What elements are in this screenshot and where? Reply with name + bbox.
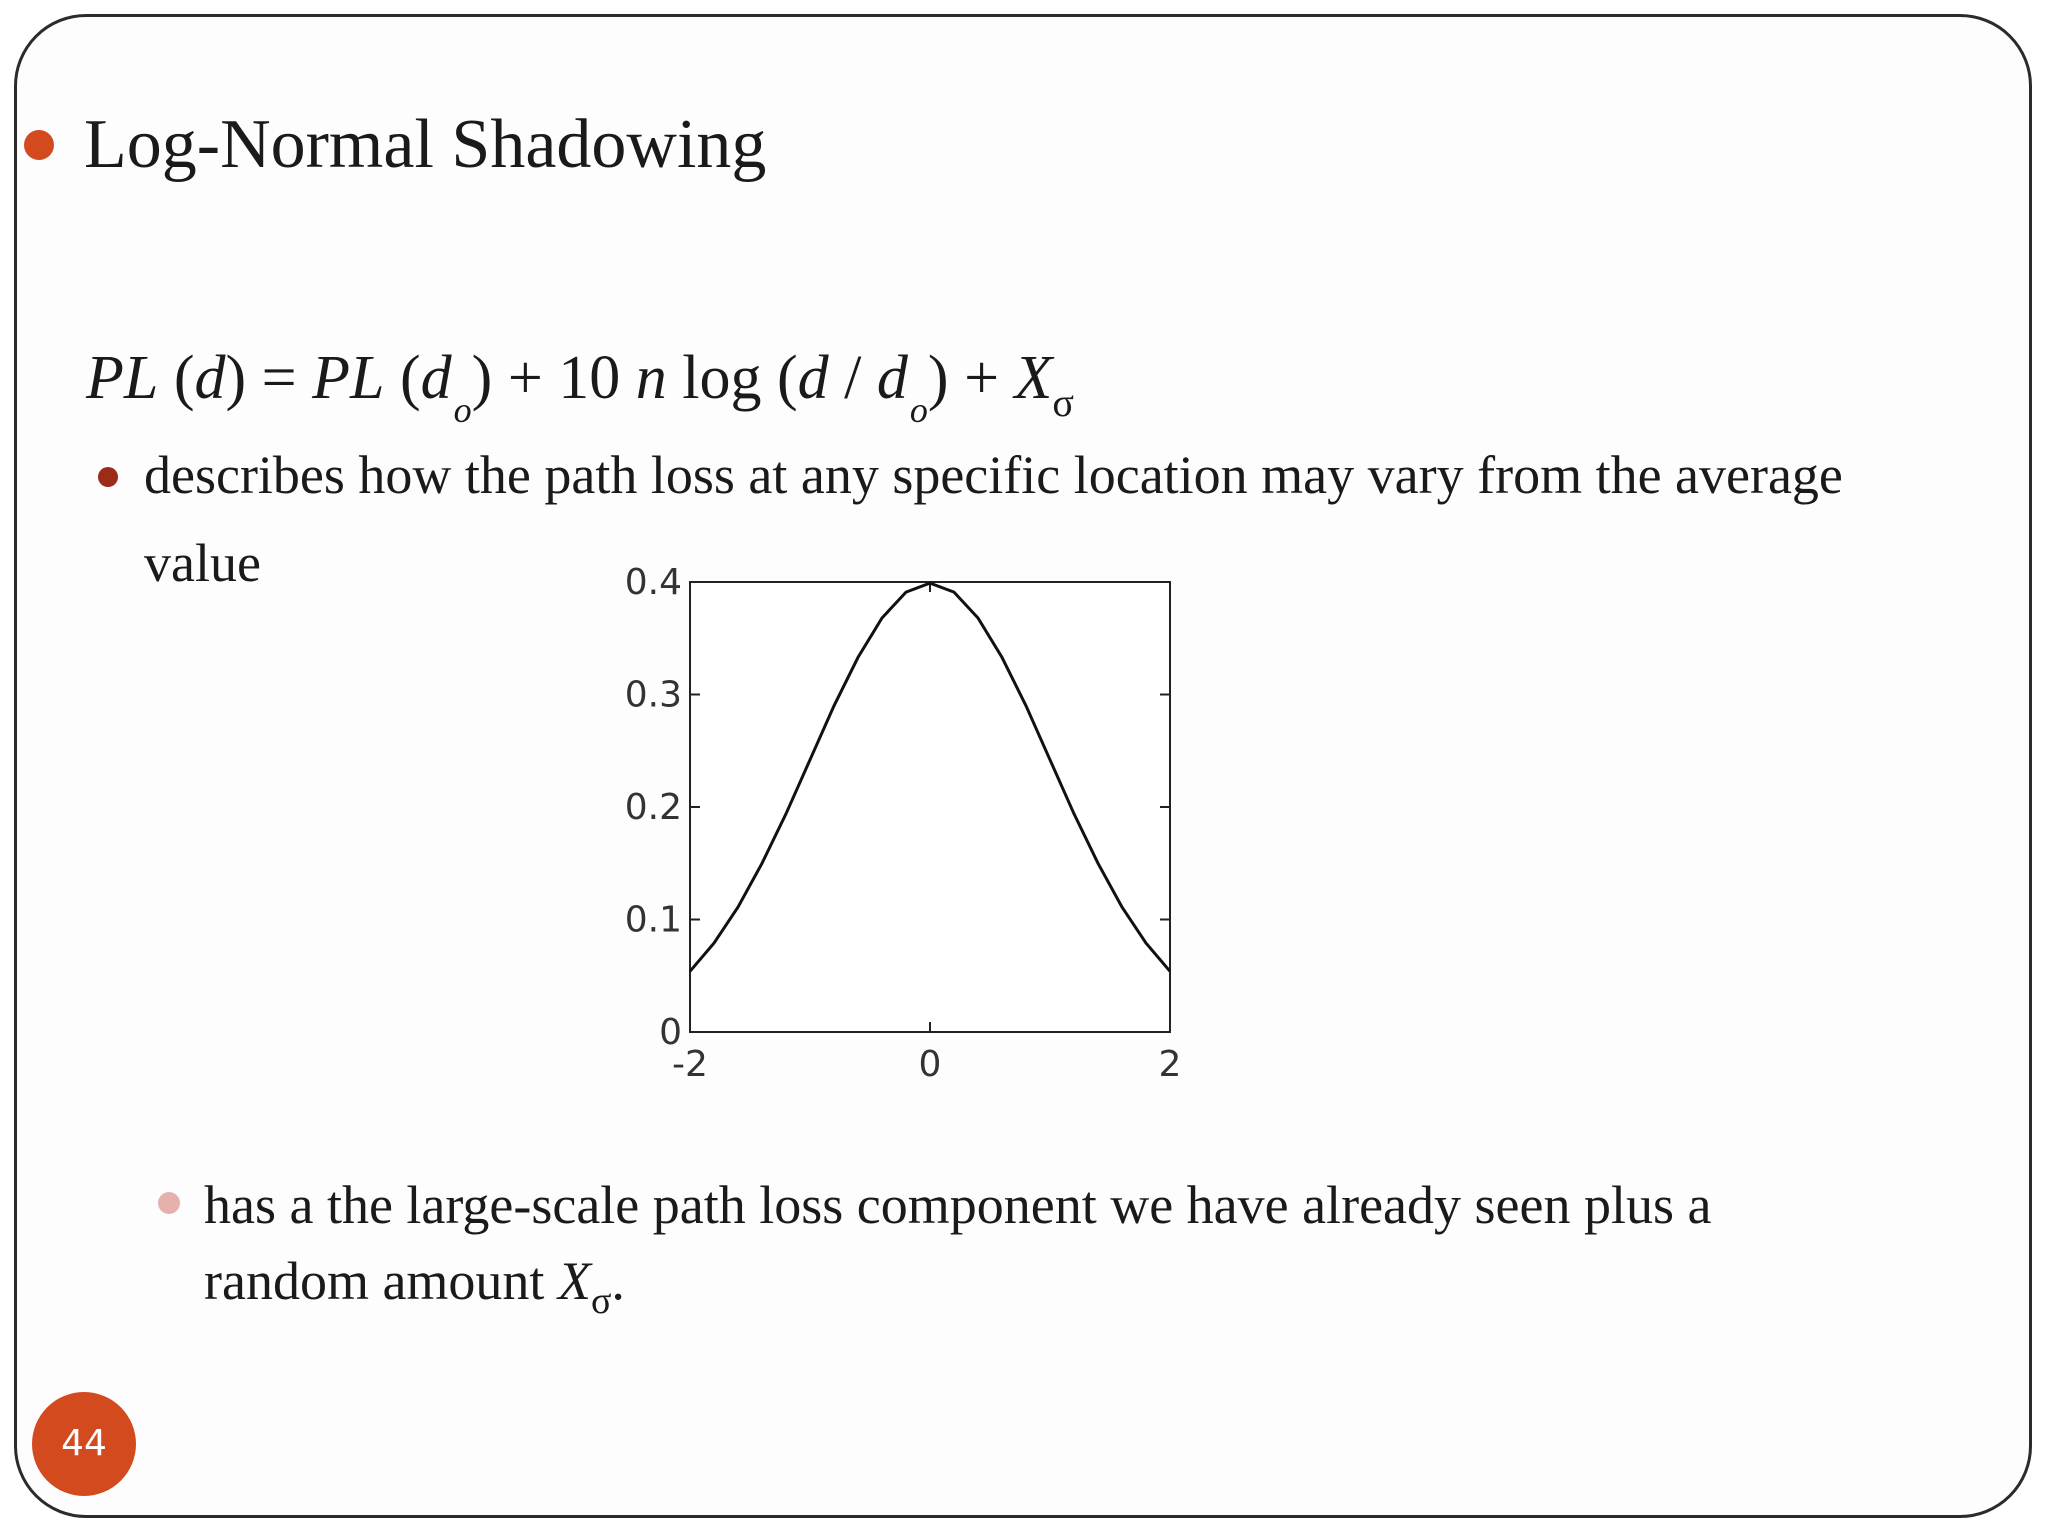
formula-n: n: [635, 344, 667, 412]
chart-plot-frame: [690, 582, 1170, 1032]
y-tick-label: 0.2: [624, 787, 682, 828]
bullet2-text-line1: has a the large-scale path loss component we have already seen plus a: [204, 1175, 1712, 1235]
formula-d: d: [194, 344, 226, 412]
formula-x: X: [1014, 344, 1053, 412]
formula-pl-2: PL: [312, 344, 385, 412]
formula-plus: +: [507, 344, 543, 412]
y-tick-label: 0.3: [624, 674, 682, 716]
slide-title: Log-Normal Shadowing: [84, 106, 767, 183]
bullet2-sigma: σ: [590, 1280, 612, 1322]
y-tick-label: 0.1: [624, 899, 682, 941]
page-number-badge: 44: [32, 1392, 136, 1496]
sub-bullet-icon: [158, 1192, 180, 1214]
y-tick-label: 0.4: [624, 562, 682, 603]
formula-o: o: [453, 390, 472, 430]
x-tick-label: 2: [1158, 1044, 1182, 1085]
y-tick-label: 0: [659, 1012, 682, 1053]
bullet1-text-line1: describes how the path loss at any specific location may vary from the average: [144, 445, 1843, 505]
formula-o-2: o: [909, 390, 928, 430]
formula-plus-2: +: [964, 344, 1000, 412]
bullet2-suffix: .: [611, 1251, 625, 1311]
x-tick-label: 0: [918, 1044, 942, 1085]
bullet-icon: [98, 467, 118, 487]
title-bullet-icon: [24, 130, 54, 160]
bullet1-text-line2: value: [144, 533, 261, 593]
formula-d-3: d: [797, 344, 829, 412]
bullet2-prefix: random amount: [204, 1251, 558, 1311]
formula-pl: PL: [86, 344, 159, 412]
formula-ten: 10: [558, 344, 621, 412]
formula-eq: =: [261, 344, 297, 412]
bullet2-text-line2: [204, 1246, 625, 1322]
formula-d-2: d: [420, 344, 452, 412]
formula-slash: /: [844, 344, 862, 412]
x-tick-label: -2: [672, 1044, 708, 1085]
formula-sigma: σ: [1052, 380, 1074, 425]
formula-log: log: [682, 344, 762, 412]
path-loss-formula: PL (d) = PL $(d_o) + 10$ n $\log (d / d_o) + X_\sigma$: [86, 344, 1074, 430]
gaussian-chart: [600, 560, 1240, 1100]
formula-d-4: d: [876, 344, 908, 412]
bullet2-x: X: [557, 1251, 591, 1311]
